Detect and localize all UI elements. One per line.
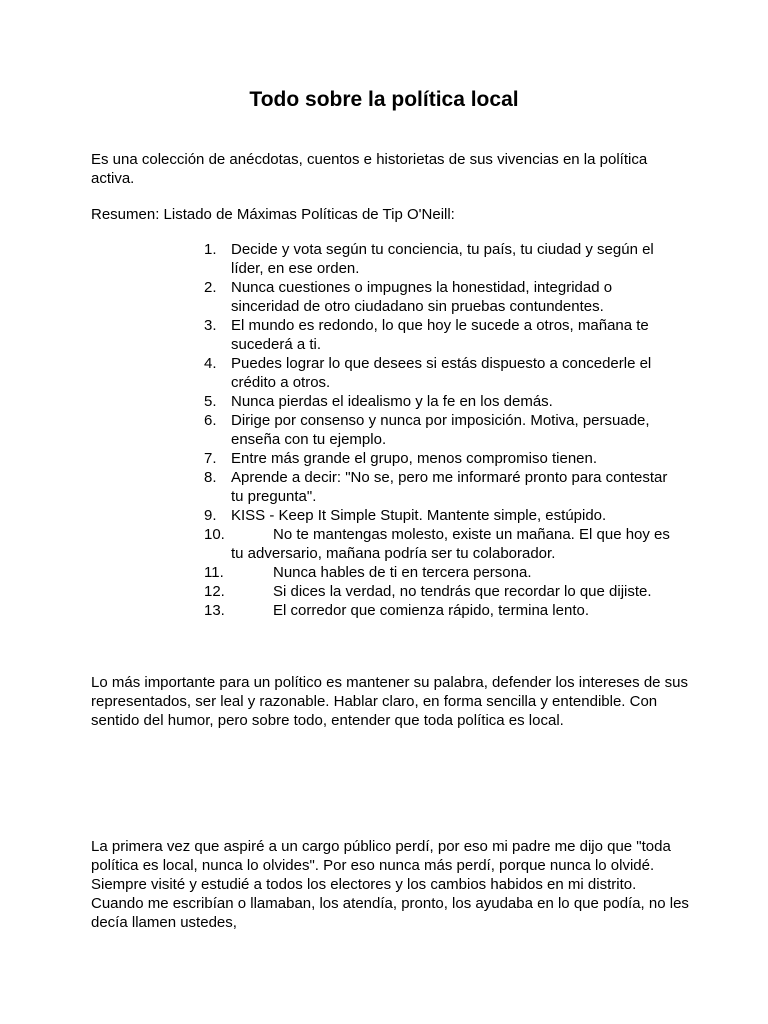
maxim-number: 10. [204,526,225,543]
maxim-item [204,601,684,620]
document-title: Todo sobre la política local [249,88,519,111]
maxim-text: Nunca pierdas el idealismo y la fe en los demás. [231,393,553,410]
maxim-text: Nunca hables de ti en tercera persona. [273,564,532,581]
maxim-text: Nunca cuestiones o impugnes la honestidad, integridad o sinceridad de otro ciudadano sin pruebas contundentes. [231,279,613,315]
maxim-text: Si dices la verdad, no tendrás que recordar lo que dijiste. [273,583,652,600]
maxim-text: Puedes lograr lo que desees si estás dispuesto a concederle el crédito a otros. [231,355,652,391]
maxim-number: 5. [204,393,217,410]
maxim-item [204,278,684,316]
maxim-item [204,563,684,582]
maxim-number: 3. [204,317,217,334]
maxim-item [204,506,684,525]
maxim-number: 13. [204,602,225,619]
maxim-text: Dirige por consenso y nunca por imposición. Motiva, persuade, enseña con tu ejemplo. [231,412,650,448]
maxims-list [204,240,684,620]
maxim-number: 1. [204,241,217,258]
maxim-item [204,411,684,449]
maxim-text: No te mantengas molesto, existe un mañana. El que hoy es tu adversario, mañana podría ser tu colaborador. [231,526,670,562]
maxim-item [204,240,684,278]
maxim-number: 12. [204,583,225,600]
summary-label: Resumen: Listado de Máximas Políticas de Tip O'Neill: [91,206,455,223]
maxim-item [204,316,684,354]
maxim-number: 11. [204,564,224,581]
maxim-item [204,582,684,601]
maxim-number: 2. [204,279,217,296]
maxim-text: Decide y vota según tu conciencia, tu país, tu ciudad y según el líder, en ese orden. [231,241,654,277]
intro-paragraph: Es una colección de anécdotas, cuentos e historietas de sus vivencias en la política activa. [91,151,648,187]
maxim-item [204,468,684,506]
maxim-text: KISS - Keep It Simple Stupit. Mantente simple, estúpido. [231,507,607,524]
maxim-text: El mundo es redondo, lo que hoy le sucede a otros, mañana te sucederá a ti. [231,317,649,353]
maxim-number: 7. [204,450,217,467]
maxim-item [204,449,684,468]
maxim-item [204,354,684,392]
maxim-text: El corredor que comienza rápido, termina lento. [273,602,589,619]
maxim-number: 9. [204,507,217,524]
maxim-number: 4. [204,355,217,372]
maxim-text: Aprende a decir: "No se, pero me informaré pronto para contestar tu pregunta". [231,469,668,505]
story-paragraph: La primera vez que aspiré a un cargo público perdí, por eso mi padre me dijo que "toda política es local, nunca lo olvides". Por eso nunca más perdí, porque nunca lo olvidé. Siempre visité y estudié a todos los electores y los cambios habidos en mi distrito. Cuando me escribían o llamaban, los atendía, pronto, los ayudaba en lo que podía, no les decía llamen ustedes, [91,838,689,931]
closing-paragraph: Lo más importante para un político es mantener su palabra, defender los intereses de sus representados, ser leal y razonable. Hablar claro, en forma sencilla y entendible. Con sentido del humor, pero sobre todo, entender que toda política es local. [91,674,689,729]
maxim-item [204,525,684,563]
maxim-item [204,392,684,411]
maxim-text: Entre más grande el grupo, menos compromiso tienen. [231,450,598,467]
maxim-number: 6. [204,412,217,429]
maxim-number: 8. [204,469,217,486]
